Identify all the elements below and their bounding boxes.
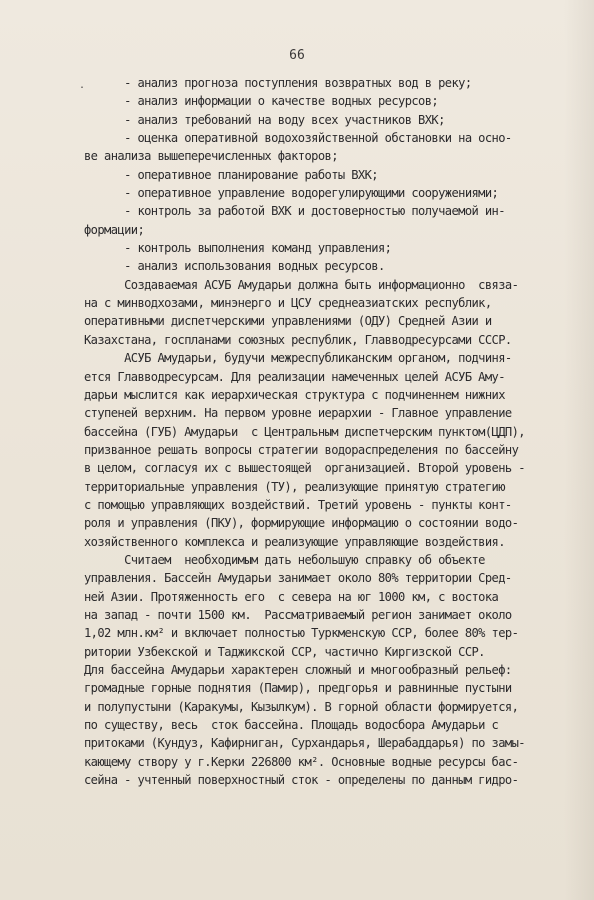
text-line: - анализ информации о качестве водных ресурсов;	[84, 94, 439, 109]
text-line: ве анализа вышеперечисленных факторов;	[84, 149, 338, 164]
text-line: хозяйственного комплекса и реализующие управляющие воздействия.	[84, 534, 505, 549]
text-line: - оценка оперативной водохозяйственной обстановки на осно-	[84, 131, 512, 146]
text-line: Для бассейна Амударьи характерен сложный и многообразный рельеф:	[84, 663, 512, 677]
text-line: на запад - почти 1500 км. Рассматриваемый регион занимает около	[84, 607, 512, 622]
text-line: оперативными диспетчерскими управлениями (ОДУ) Средней Азии и	[84, 314, 492, 329]
text-line: ритории Узбекской и Таджикской ССР, частично Киргизской ССР.	[84, 644, 485, 659]
text-line: АСУБ Амударьи, будучи межреспубликанским органом, подчиня-	[84, 351, 512, 366]
page-number: 66	[289, 48, 305, 63]
text-line: дарьи мыслится как иерархическая структура с подчиненнем нижних	[84, 387, 505, 402]
text-line: - контроль за работой ВХК и достоверностью получаемой ин-	[84, 204, 505, 219]
text-line: сейна - учтенный поверхностный сток - определены по данным гидро-	[84, 773, 519, 788]
text-line: по существу, весь сток бассейна. Площадь водосбора Амударьи с	[84, 718, 499, 733]
text-line: территориальные управления (ТУ), реализующие принятую стратегию	[84, 479, 505, 494]
text-line: Считаем необходимым дать небольшую справку об объекте	[84, 552, 485, 567]
text-line: - контроль выполнения команд управления;	[84, 241, 392, 256]
text-line: ступеней верхним. На первом уровне иерархии - Главное управление	[84, 406, 512, 421]
text-line: бассейна (ГУБ) Амударьи с Центральным диспетчерским пунктом(ЦДП),	[84, 424, 525, 439]
text-line: Создаваемая АСУБ Амударьи должна быть информационно связа-	[84, 277, 519, 292]
text-line: ней Азии. Протяженность его с севера на юг 1000 км, с востока	[84, 589, 499, 604]
text-line: Казахстана, госпланами союзных республик, Главводресурсами СССР.	[84, 332, 512, 347]
text-line: призванное решать вопросы стратегии водораспределения по бассейну	[84, 442, 519, 457]
text-line: на с минводхозами, минэнерго и ЦСУ среднеазиатских республик,	[84, 296, 492, 311]
text-line: - оперативное планирование работы ВХК;	[84, 167, 378, 182]
text-line: - анализ использования водных ресурсов.	[84, 259, 385, 274]
text-line: - оперативное управление водорегулирующими сооружениями;	[84, 186, 499, 201]
margin-mark: .	[79, 80, 86, 91]
text-line: кающему створу у г.Керки 226800 км². Основные водные ресурсы бас-	[84, 754, 519, 769]
text-line: в целом, согласуя их с вышестоящей организацией. Второй уровень -	[84, 461, 525, 476]
text-line: и полупустыни (Каракумы, Кызылкум). В горной области формируется,	[84, 699, 519, 714]
text-line: с помощью управляющих воздействий. Третий уровень - пункты конт-	[84, 497, 512, 512]
text-line: 1,02 млн.км² и включает полностью Туркменскую ССР, более 80% тер-	[84, 626, 519, 641]
text-line: притоками (Кундуз, Кафирниган, Сурхандарья, Шерабаддарья) по замы-	[84, 736, 525, 751]
text-line: формации;	[84, 222, 145, 237]
text-line: - анализ прогноза поступления возвратных вод в реку;	[84, 76, 472, 90]
text-line: роля и управления (ПКУ), формирующие информацию о состоянии водо-	[84, 516, 519, 531]
text-line: - анализ требований на воду всех участников ВХК;	[84, 112, 445, 127]
text-line: ется Главводресурсам. Для реализации намеченных целей АСУБ Аму-	[84, 369, 505, 384]
body-text	[84, 74, 584, 789]
text-line: управления. Бассейн Амударьи занимает около 80% территории Сред-	[84, 571, 512, 586]
text-line: громадные горные поднятия (Памир), предгорья и равнинные пустыни	[84, 681, 512, 696]
